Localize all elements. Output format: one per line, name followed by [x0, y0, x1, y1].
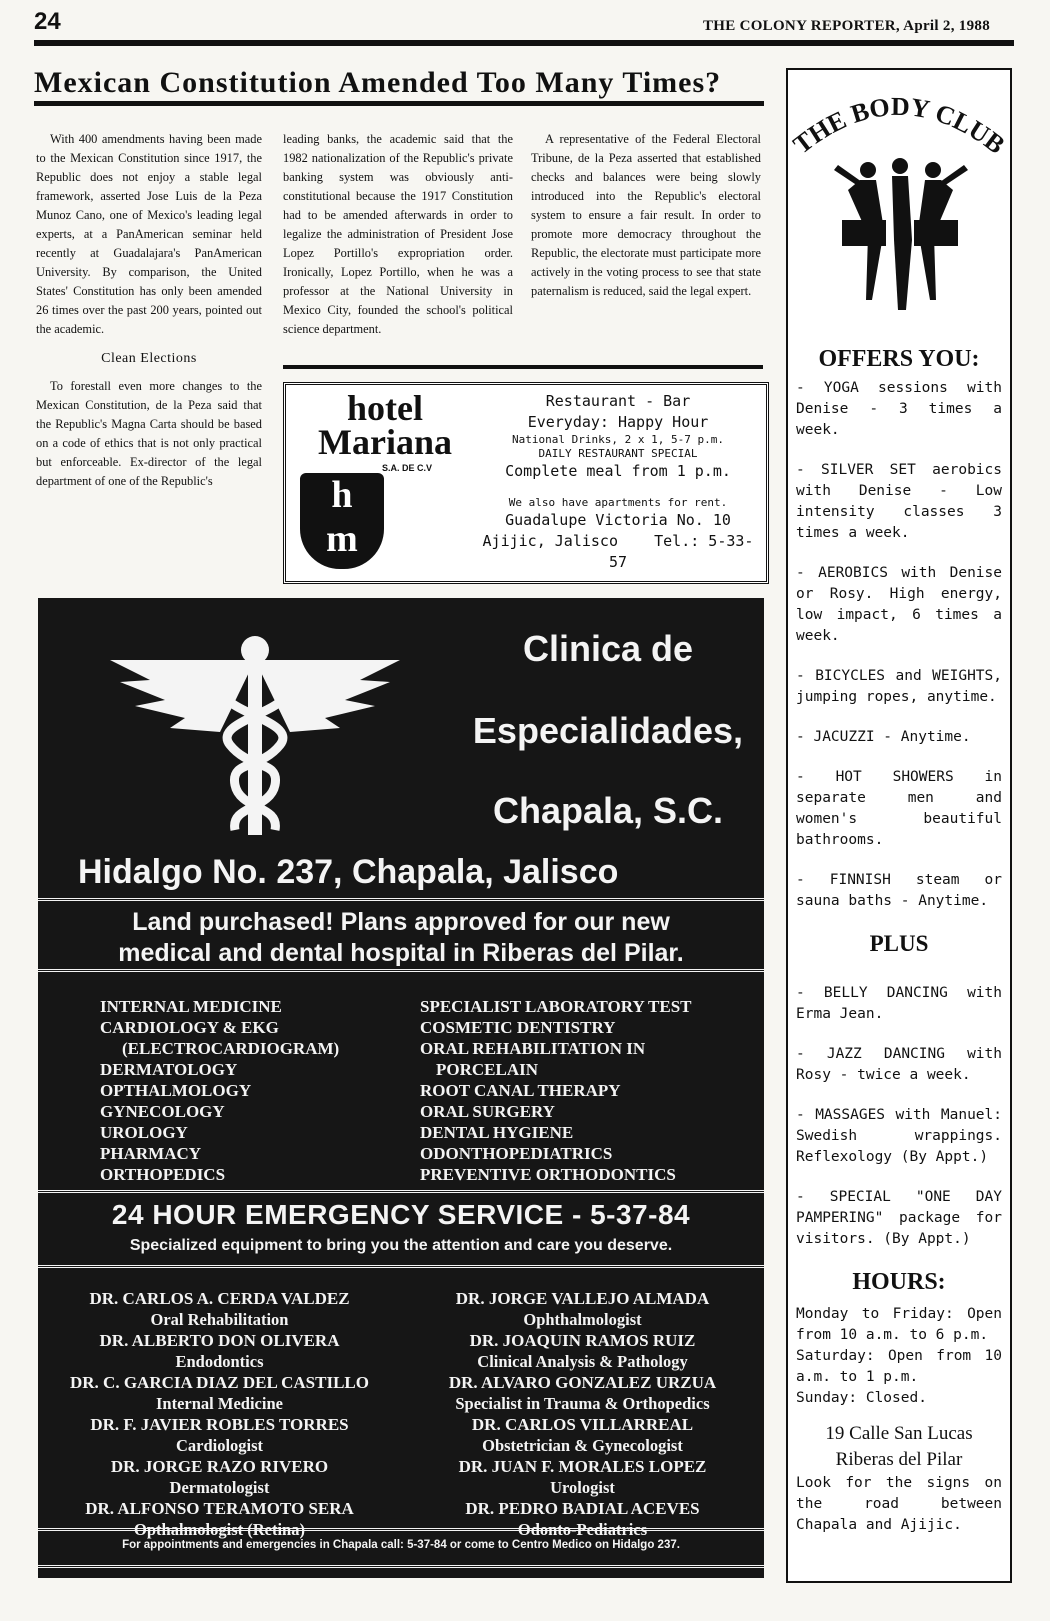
service-item: SPECIALIST LABORATORY TEST: [420, 997, 692, 1016]
doctor-specialty: Urologist: [550, 1478, 615, 1497]
offers-heading: OFFERS YOU:: [818, 346, 980, 372]
hotel-shield-icon: [300, 473, 384, 569]
hotel-logo-sa: S.A. DE C.V: [382, 463, 433, 473]
service-item: UROLOGY: [100, 1123, 188, 1142]
doctor-specialty: Endodontics: [175, 1352, 264, 1371]
article-column-1: [36, 130, 262, 491]
doctor-specialty: Specialist in Trauma & Orthopedics: [455, 1394, 710, 1413]
article-paragraph: leading banks, the academic said that the 1982 nationalization of the Republic's private banking system was obviously anti-constitutional because the 1917 Constitution had to be amended afterwards in order to legalize the administration of President Jose Lopez Portillo's expropriation order. Ironically, Lopez Portillo, when he was a professor at the National University in Mexico City, founded the school's political science department.: [283, 132, 513, 336]
doctor-specialty: Obstetrician & Gynecologist: [482, 1436, 683, 1455]
clinic-title-2: Especialidades,: [472, 710, 744, 751]
club-offer-item: - AEROBICS with Denise or Rosy. High energy, low impact, 6 times a week.: [796, 565, 1002, 644]
clinic-title-1: Clinica de: [522, 628, 694, 669]
doctor-name: DR. C. GARCIA DIAZ DEL CASTILLO: [70, 1373, 369, 1392]
caduceus-icon: [90, 620, 420, 840]
article-paragraph: To forestall even more changes to the Mexican Constitution, de la Peza said that the Republic's Magna Carta should be based on a code of ethics that is not only practical but enforceable. Ex-director of the legal department of one of the Republic's: [36, 379, 262, 488]
service-item: INTERNAL MEDICINE: [100, 997, 282, 1016]
announcement-line-2: medical and dental hospital in Riberas del Pilar.: [118, 939, 684, 967]
clinic-footer: For appointments and emergencies in Chapala call: 5-37-84 or come to Centro Medico on Hidalgo 237.: [38, 1528, 764, 1568]
doctor-name: DR. JORGE RAZO RIVERO: [110, 1457, 329, 1476]
column-rule: [283, 365, 763, 369]
clinic-title-3: Chapala, S.C.: [492, 790, 724, 831]
body-club-logo: [788, 70, 1010, 338]
hours-line: Sunday: Closed.: [796, 1390, 927, 1406]
services-right: [420, 996, 692, 1185]
service-item: (ELECTROCARDIOGRAM): [122, 1039, 340, 1058]
hotel-line: Restaurant - Bar: [545, 392, 691, 410]
club-address-line-1: 19 Calle San Lucas: [825, 1423, 973, 1444]
doctor-name: DR. CARLOS VILLARREAL: [471, 1415, 694, 1434]
service-item: CARDIOLOGY & EKG: [100, 1018, 279, 1037]
page-number: 24: [34, 8, 61, 35]
doctor-name: DR. F. JAVIER ROBLES TORRES: [90, 1415, 349, 1434]
hotel-logo-line1: hotel: [347, 388, 423, 428]
club-offer-item: - BICYCLES and WEIGHTS, jumping ropes, anytime.: [796, 668, 1002, 705]
doctor-name: DR. JUAN F. MORALES LOPEZ: [458, 1457, 707, 1476]
services-left: [100, 996, 339, 1185]
doctor-name: DR. ALBERTO DON OLIVERA: [99, 1331, 340, 1350]
hotel-address-line: [476, 531, 760, 573]
club-directions: Look for the signs on the road between Chapala and Ajijic.: [796, 1475, 1002, 1533]
hours-line: Monday to Friday: Open from 10 a.m. to 6 p.m.: [796, 1306, 1002, 1343]
doctor-name: DR. CARLOS A. CERDA VALDEZ: [89, 1289, 350, 1308]
service-item: GYNECOLOGY: [100, 1102, 225, 1121]
clinic-address: Hidalgo No. 237, Chapala, Jalisco: [78, 853, 619, 891]
article-paragraph: With 400 amendments having been made to the Mexican Constitution since 1917, the Republic does not enjoy a stable legal framework, asserted Jose Luis de la Peza Munoz Cano, one of Mexico's leading legal experts, at a PanAmerican seminar held recently at Guadalajara's PanAmerican University. By comparison, the United States' Constitution has only been amended 26 times over the past 200 years, pointed out the academic.: [36, 132, 262, 336]
clinic-announcement: [38, 898, 764, 972]
club-offer-item: - YOGA sessions with Denise - 3 times a week.: [796, 380, 1002, 438]
announcement-line-1: Land purchased! Plans approved for our new: [132, 908, 670, 936]
service-item: ORTHOPEDICS: [100, 1165, 226, 1184]
doctor-name: DR. ALVARO GONZALEZ URZUA: [448, 1373, 717, 1392]
article-column-2: [283, 130, 513, 339]
service-item: ODONTHOPEDIATRICS: [420, 1144, 613, 1163]
hotel-line: Everyday: Happy Hour: [527, 413, 709, 431]
doctor-specialty: Dermatologist: [169, 1478, 270, 1497]
doctor-name: DR. JOAQUIN RAMOS RUIZ: [469, 1331, 696, 1350]
club-offer-item: - FINNISH steam or sauna baths - Anytime.: [796, 872, 1002, 909]
hotel-mariana-ad: [283, 382, 769, 584]
doctor-specialty: Opthalmologist (Retina): [134, 1520, 305, 1539]
article-column-3: [531, 130, 761, 301]
hotel-line: National Drinks, 2 x 1, 5-7 p.m.: [512, 433, 724, 446]
doctor-specialty: Oral Rehabilitation: [150, 1310, 289, 1329]
header-rule: [34, 40, 1014, 46]
plus-heading: PLUS: [869, 931, 929, 956]
club-address-line-2: Riberas del Pilar: [835, 1449, 963, 1470]
service-item: OPTHALMOLOGY: [100, 1081, 252, 1100]
doctors-left: [38, 1288, 401, 1540]
hotel-phone: Tel.: 5-33-57: [608, 532, 754, 571]
emergency-phone: 24 HOUR EMERGENCY SERVICE - 5-37-84: [111, 1199, 691, 1230]
emergency-subtext: Specialized equipment to bring you the attention and care you deserve.: [129, 1237, 673, 1254]
publication-header: THE COLONY REPORTER, April 2, 1988: [702, 18, 990, 34]
body-club-list: [796, 378, 1002, 1536]
service-item: ORAL REHABILITATION IN: [420, 1039, 646, 1058]
article-paragraph: A representative of the Federal Electoral Tribune, de la Peza asserted that established checks and balances were being slowly introduced into the Republic's electoral system to ensure a fair result. In order to promote more democracy throughout the Republic, the electorate must participate more actively in the voting process to see that state paternalism is reduced, said the legal expert.: [531, 132, 761, 298]
hotel-logo: [292, 388, 478, 462]
service-item: PHARMACY: [100, 1144, 202, 1163]
club-extra-item: - SPECIAL "ONE DAY PAMPERING" package for visitors. (By Appt.): [796, 1189, 1002, 1247]
doctor-specialty: Clinical Analysis & Pathology: [477, 1352, 688, 1371]
service-item: ROOT CANAL THERAPY: [420, 1081, 621, 1100]
doctor-name: DR. JORGE VALLEJO ALMADA: [455, 1289, 710, 1308]
doctor-specialty: Odonto-Pediatrics: [517, 1520, 648, 1539]
club-offer-item: - SILVER SET aerobics with Denise - Low intensity classes 3 times a week.: [796, 462, 1002, 541]
service-item: DERMATOLOGY: [100, 1060, 238, 1079]
club-address: [796, 1421, 1002, 1473]
service-item: PREVENTIVE ORTHODONTICS: [420, 1165, 676, 1184]
dancers-icon: [834, 158, 968, 310]
hotel-line: We also have apartments for rent.: [508, 496, 728, 509]
hotel-line: DAILY RESTAURANT SPECIAL: [538, 447, 698, 460]
clinic-ad: [38, 598, 764, 1578]
doctor-specialty: Ophthalmologist: [523, 1310, 642, 1329]
doctor-name: DR. PEDRO BADIAL ACEVES: [465, 1499, 700, 1518]
article-subhead: Clean Elections: [101, 351, 197, 366]
emergency-banner: [38, 1190, 764, 1268]
club-extra-item: - BELLY DANCING with Erma Jean.: [796, 985, 1002, 1022]
club-extra-item: - MASSAGES with Manuel: Swedish wrappings. Reflexology (By Appt.): [796, 1107, 1002, 1165]
club-extra-item: - JAZZ DANCING with Rosy - twice a week.: [796, 1046, 1002, 1083]
article-headline: Mexican Constitution Amended Too Many Times?: [34, 66, 722, 99]
hours-heading: HOURS:: [852, 1269, 946, 1295]
hotel-line: Complete meal from 1 p.m.: [505, 462, 731, 480]
club-offer-item: - JACUZZI - Anytime.: [796, 729, 971, 745]
hotel-town: Ajijic, Jalisco: [482, 532, 618, 550]
doctors-right: [401, 1288, 764, 1540]
service-item: PORCELAIN: [436, 1060, 539, 1079]
hotel-logo-line2: Mariana: [318, 422, 452, 462]
service-item: COSMETIC DENTISTRY: [420, 1018, 616, 1037]
doctor-specialty: Internal Medicine: [156, 1394, 283, 1413]
hours-line: Saturday: Open from 10 a.m. to 1 p.m.: [796, 1348, 1002, 1385]
body-club-ad: [786, 68, 1012, 1583]
hotel-ad-text: [476, 391, 760, 573]
service-item: DENTAL HYGIENE: [420, 1123, 574, 1142]
hotel-shield-letters: h m: [326, 474, 358, 560]
doctor-name: DR. ALFONSO TERAMOTO SERA: [85, 1499, 354, 1518]
club-offer-item: - HOT SHOWERS in separate men and women's beautiful bathrooms.: [796, 769, 1002, 848]
hotel-line: Guadalupe Victoria No. 10: [505, 511, 731, 529]
doctor-specialty: Cardiologist: [175, 1436, 264, 1455]
service-item: ORAL SURGERY: [420, 1102, 555, 1121]
body-club-title: THE BODY CLUB: [788, 91, 1010, 160]
headline-rule: [34, 101, 764, 106]
